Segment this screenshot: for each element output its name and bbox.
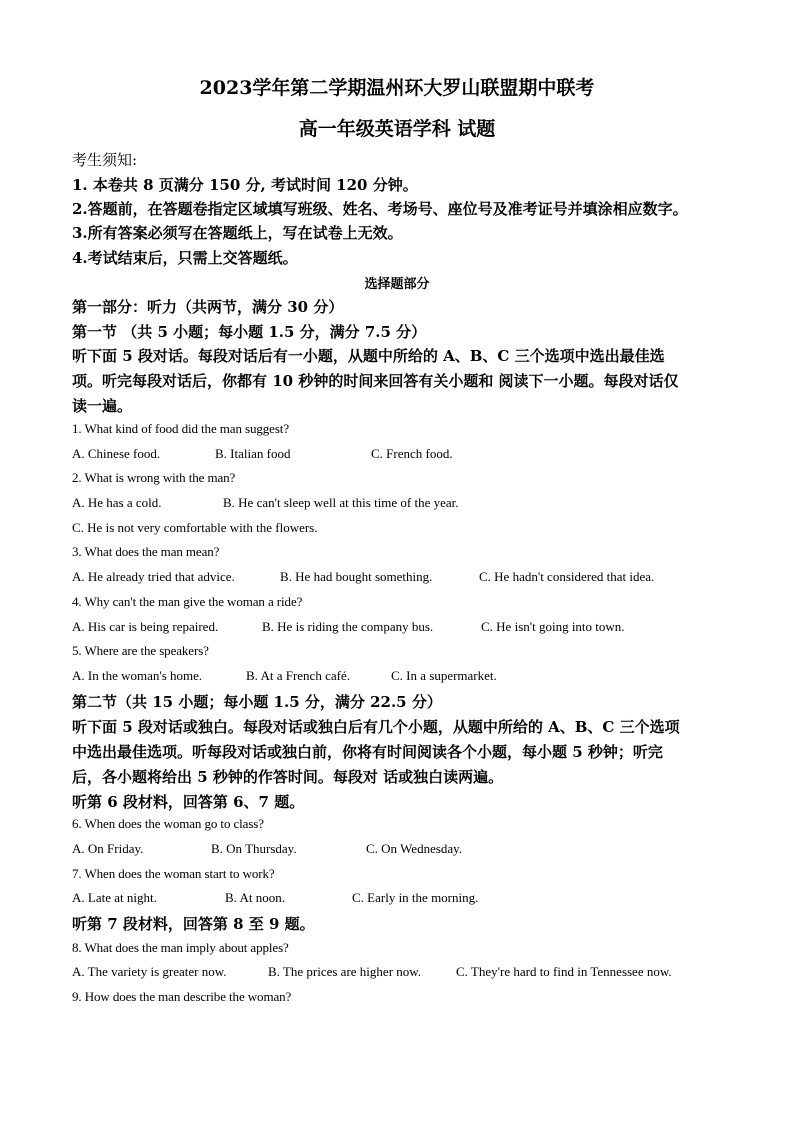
- material-7-heading: 听第 7 段材料，回答第 8 至 9 题。: [72, 915, 315, 933]
- question-4-option-a: A. His car is being repaired.: [72, 619, 219, 634]
- question-3-option-a: A. He already tried that advice.: [72, 569, 235, 584]
- question-8-stem: 8. What does the man imply about apples?: [72, 940, 289, 955]
- question-4-option-c: C. He isn't going into town.: [481, 619, 625, 634]
- question-4-option-b: B. He is riding the company bus.: [262, 619, 434, 634]
- question-7-option-a: A. Late at night.: [72, 890, 157, 905]
- part1-section2-heading: 第二节（共 15 小题；每小题 1.5 分，满分 22.5 分）: [72, 693, 442, 711]
- question-6-option-a: A. On Friday.: [72, 841, 144, 856]
- part1-section1-instruction-2: 项。听完每段对话后，你都有 10 秒钟的时间来回答有关小题和 阅读下一小题。每段对话仅: [72, 372, 679, 390]
- question-6-option-c: C. On Wednesday.: [366, 841, 463, 856]
- question-2-option-a: A. He has a cold.: [72, 495, 162, 510]
- question-3-option-b: B. He had bought something.: [280, 569, 433, 584]
- notice-item-2: 2.答题前，在答题卷指定区域填写班级、姓名、考场号、座位号及准考证号并填涂相应数字。: [72, 200, 688, 218]
- question-7-option-c: C. Early in the morning.: [352, 890, 479, 905]
- part1-section2-instruction-1: 听下面 5 段对话或独白。每段对话或独白后有几个小题，从题中所给的 A、B、C 三个选项: [72, 718, 680, 736]
- question-1-option-c: C. French food.: [371, 446, 453, 461]
- question-7-stem: 7. When does the woman start to work?: [72, 866, 275, 881]
- notice-item-3: 3.所有答案必须写在答题纸上，写在试卷上无效。: [72, 224, 403, 242]
- question-4-stem: 4. Why can't the man give the woman a ride?: [72, 594, 303, 609]
- part1-section2-instruction-2: 中选出最佳选项。听每段对话或独白前，你将有时间阅读各个小题，每小题 5 秒钟；听完: [72, 743, 663, 761]
- question-8-option-c: C. They're hard to find in Tennessee now.: [456, 964, 672, 979]
- section-title: 选择题部分: [364, 277, 430, 292]
- question-6-stem: 6. When does the woman go to class?: [72, 816, 264, 831]
- question-7-option-b: B. At noon.: [225, 890, 285, 905]
- question-5-stem: 5. Where are the speakers?: [72, 643, 209, 658]
- notice-item-4: 4.考试结束后，只需上交答题纸。: [72, 249, 298, 267]
- notice-heading: 考生须知:: [72, 151, 138, 169]
- exam-title: 2023学年第二学期温州环大罗山联盟期中联考: [199, 77, 595, 99]
- question-1-option-a: A. Chinese food.: [72, 446, 161, 461]
- question-2-option-c: C. He is not very comfortable with the flowers.: [72, 520, 318, 535]
- question-8-option-a: A. The variety is greater now.: [72, 964, 227, 979]
- question-1-option-b: B. Italian food: [215, 446, 291, 461]
- material-6-heading: 听第 6 段材料，回答第 6、7 题。: [72, 793, 305, 811]
- exam-subtitle: 高一年级英语学科 试题: [298, 118, 496, 140]
- question-5-option-c: C. In a supermarket.: [391, 668, 497, 683]
- part1-section1-instruction-3: 读一遍。: [72, 397, 133, 415]
- part1-section2-instruction-3: 后，各小题将给出 5 秒钟的作答时间。每段对 话或独白读两遍。: [72, 768, 504, 786]
- question-2-option-b: B. He can't sleep well at this time of the year.: [223, 495, 459, 510]
- question-5-option-a: A. In the woman's home.: [72, 668, 203, 683]
- question-8-option-b: B. The prices are higher now.: [268, 964, 422, 979]
- part1-section1-heading: 第一节 （共 5 小题；每小题 1.5 分，满分 7.5 分）: [72, 323, 427, 341]
- question-9-stem: 9. How does the man describe the woman?: [72, 989, 292, 1004]
- part1-section1-instruction-1: 听下面 5 段对话。每段对话后有一小题，从题中所给的 A、B、C 三个选项中选出最佳选: [72, 347, 665, 365]
- question-3-stem: 3. What does the man mean?: [72, 544, 220, 559]
- notice-item-1: 1. 本卷共 8 页满分 150 分, 考试时间 120 分钟。: [72, 176, 418, 194]
- question-3-option-c: C. He hadn't considered that idea.: [479, 569, 655, 584]
- question-6-option-b: B. On Thursday.: [211, 841, 297, 856]
- question-2-stem: 2. What is wrong with the man?: [72, 470, 236, 485]
- part1-heading: 第一部分：听力（共两节，满分 30 分）: [72, 298, 344, 316]
- question-5-option-b: B. At a French café.: [246, 668, 350, 683]
- question-1-stem: 1. What kind of food did the man suggest?: [72, 421, 289, 436]
